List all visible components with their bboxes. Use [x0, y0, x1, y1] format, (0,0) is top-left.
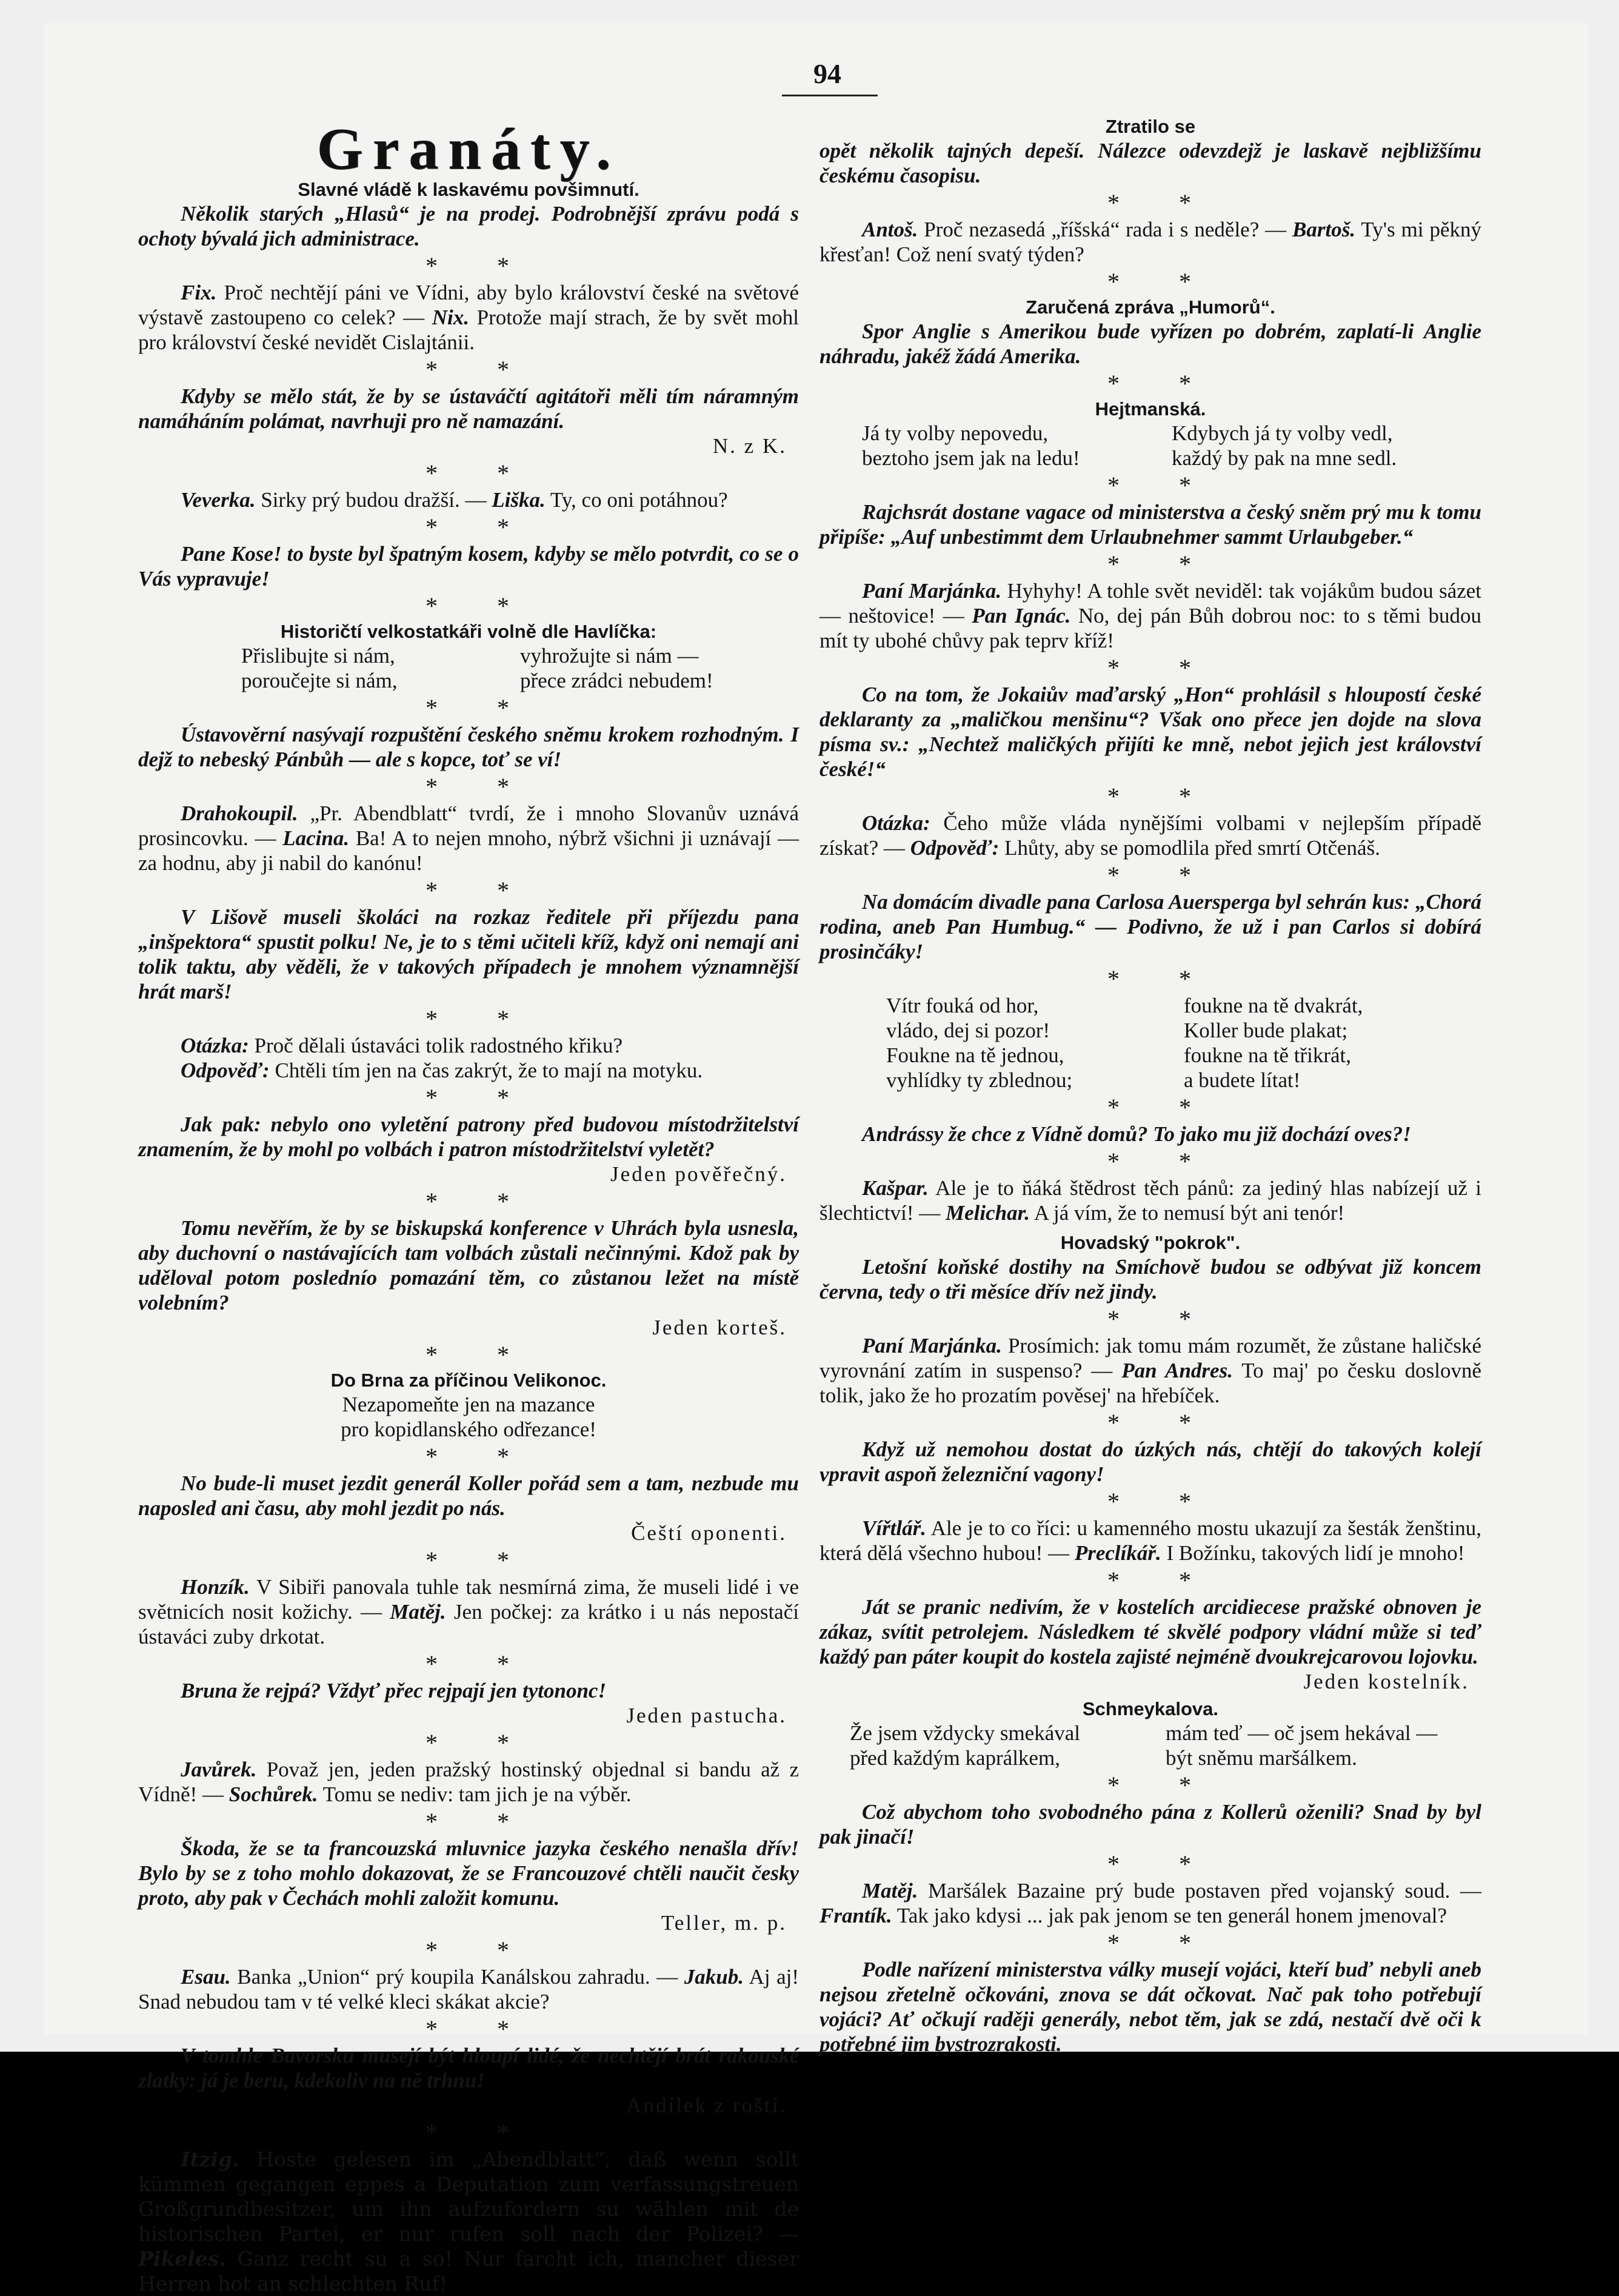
verse-line: a budete lítat!: [1184, 1068, 1301, 1092]
paragraph: Několik starých „Hlasů“ je na prodej. Podrobnější zprávu podá s ochoty bývalá jich administrace.: [138, 202, 799, 250]
asterism-separator: * *: [1107, 1148, 1218, 1175]
page-number: 94: [813, 58, 841, 89]
dialogue: [138, 280, 799, 355]
asterism-separator: * *: [1107, 862, 1218, 889]
asterism-separator: * *: [426, 252, 536, 279]
signature: N. z K.: [712, 434, 787, 458]
signature: Teller, m. p.: [661, 1911, 787, 1935]
verse-line: Nezapomeňte jen na mazance: [342, 1393, 595, 1416]
answer-text: Chtěli tím jen na čas zakrýt, že to mají na motyku.: [275, 1059, 703, 1082]
speaker: Jakub.: [684, 1965, 744, 1989]
verse-line: vyhrožujte si nám —: [520, 644, 699, 668]
asterism-separator: * *: [1107, 1567, 1218, 1594]
speaker: Vířtlář.: [862, 1516, 927, 1540]
speaker: Frantík.: [820, 1904, 892, 1927]
asterism-separator: * *: [1107, 189, 1218, 216]
dialogue: [138, 1575, 799, 1649]
asterism-separator: * *: [426, 1005, 536, 1033]
dialogue-text: Sirky prý budou dražší. —: [261, 488, 487, 512]
verse-line: Vítr fouká od hor,: [886, 994, 1039, 1017]
asterism-separator: * *: [426, 1808, 536, 1835]
paragraph: Ústavověrní nasývají rozpuštění českého sněmu krokem rozhodným. I dejž to nebeský Pánbůh — ale s kopce, toť se ví!: [138, 723, 799, 771]
speaker: Liška.: [492, 488, 546, 512]
verse: [820, 421, 1481, 470]
paragraph: Spor Anglie s Amerikou bude vyřízen po dobrém, zaplatí-li Anglie náhradu, jakéž žádá Amerika.: [820, 320, 1481, 368]
speaker: Nix.: [432, 306, 469, 329]
verse-line: Přislibujte si nám,: [241, 644, 395, 668]
dialogue-text: Považ jen, jeden pražský hostinský objednal si bandu až z Vídně! —: [138, 1758, 799, 1806]
asterism-separator: * *: [1107, 370, 1218, 397]
question-text: Proč dělali ústaváci tolik radostného křiku?: [254, 1034, 623, 1057]
asterism-separator: * *: [426, 773, 536, 800]
verse-line: vládo, dej si pozor!: [886, 1019, 1050, 1042]
dialogue-text: Ale je to ňáká štědrost těch pánů: za jediný hlas nabízejí už i šlechtictví! —: [820, 1176, 1481, 1225]
asterism-separator: * *: [426, 1084, 536, 1111]
verse-line: Že jsem vždycky smekával: [850, 1721, 1081, 1745]
asterism-separator: * *: [1107, 551, 1218, 578]
answer-text: Lhůty, aby se pomodlila před smrtí Otčenáš.: [1004, 836, 1380, 860]
signature: Jeden pastucha.: [626, 1704, 787, 1727]
speaker: Javůrek.: [181, 1758, 257, 1781]
speaker: Honzík.: [181, 1575, 250, 1599]
dialogue: [138, 487, 799, 512]
asterism-separator: * *: [1107, 965, 1218, 992]
signature: Jeden kostelník.: [1303, 1670, 1469, 1693]
paragraph: Když už nemohou dostat do úzkých nás, chtějí do takových kolejí vpravit aspoň železniční vagony!: [820, 1438, 1481, 1486]
asterism-separator: * *: [426, 1341, 536, 1368]
paragraph: Letošní koňské dostihy na Smíchově budou se odbývat již koncem června, tedy o tři měsíce dřív než jindy.: [820, 1255, 1481, 1304]
verse-line: beztoho jsem jak na ledu!: [862, 446, 1080, 470]
dialogue-text: Aj aj! Snad nebudou tam v té velké kleci skákat akcie?: [138, 1965, 799, 2013]
verse: [138, 643, 799, 693]
speaker: Pikeles.: [138, 2247, 226, 2271]
page-number-rule: [782, 95, 878, 96]
dialogue: [820, 578, 1481, 653]
heading: Hejtmanská.: [1095, 398, 1206, 420]
asterism-separator: * *: [426, 460, 536, 487]
dialogue-text: Jen počkej: za krátko i u nás nepostačí ústaváci zuby drkotat.: [138, 1600, 799, 1648]
asterism-separator: * *: [1107, 268, 1218, 295]
paragraph: Což abychom toho svobodného pána z Kollerů oženili? Snad by byl pak jinačí!: [820, 1800, 1481, 1849]
verse-line: Foukne na tě jednou,: [886, 1043, 1064, 1067]
speaker: Kašpar.: [862, 1176, 929, 1200]
verse-line: pro kopidlanského odřezance!: [341, 1417, 596, 1441]
paragraph: Bruna že rejpá? Vždyť přec rejpají jen tytononc!: [181, 1679, 607, 1702]
question: [138, 1033, 799, 1058]
heading: Historičtí velkostatkáři volně dle Havlíčka:: [280, 621, 657, 642]
dialogue-text: Proč nezasedá „říšská“ rada i s neděle? —: [924, 218, 1287, 241]
asterism-separator: * *: [1107, 1772, 1218, 1799]
verse-line: každý by pak na mne sedl.: [1172, 446, 1397, 470]
signature: Jeden korteš.: [652, 1316, 787, 1339]
verse-line: poroučejte si nám,: [241, 669, 398, 692]
paragraph: Kdyby se mělo stát, že by se ústaváčtí agitátoři měli tím náramným namáháním polámat, navrhuji pro ně namazání.: [138, 384, 799, 433]
dialogue: [820, 1878, 1481, 1928]
dialogue-text: Ganz recht su a so! Nur farcht ich, mancher dieser Herren hot an schlechten Ruf!: [138, 2247, 799, 2295]
asterism-separator: * *: [1107, 1094, 1218, 1121]
left-column: [138, 115, 799, 2296]
asterism-separator: * *: [426, 1936, 536, 1964]
dialogue: [138, 1757, 799, 1807]
label: Otázka:: [862, 811, 930, 835]
dialogue-text: Ty's mi pěkný křesťan! Což není svatý týden?: [820, 218, 1481, 266]
speaker: Matěj.: [862, 1879, 918, 1903]
signature: Andílek z roští.: [626, 2094, 787, 2117]
dialogue: [138, 801, 799, 875]
asterism-separator: * *: [1107, 783, 1218, 810]
dialogue: [138, 1964, 799, 2014]
paragraph: Jak pak: nebylo ono vyletění patrony před budovou místodržitelství znamením, že by mohl po volbách i patron místodržitelství vyletět?: [138, 1113, 799, 1161]
paragraph: No bude-li muset jezdit generál Koller pořád sem a tam, nezbude mu naposled ani času, aby mohl jezdit po nás.: [138, 1471, 799, 1520]
paragraph: Ját se pranic nedivím, že v kostelích arcidiecese pražské obnoven je zákaz, svítit petrolejem. Následkem té skvělé podpory vládní může si teď každý pan páter koupit do kostela zajisté nejméně dvoukrejcarovou lojovku.: [820, 1595, 1481, 1668]
asterism-separator: * *: [1107, 1409, 1218, 1436]
speaker: Preclíkář.: [1074, 1541, 1161, 1565]
speaker: Fix.: [181, 281, 217, 304]
heading: Schmeykalova.: [1082, 1698, 1219, 1719]
asterism-separator: * *: [426, 1188, 536, 1215]
dialogue-text: Prosímich: jak tomu mám rozumět, že zůstane haličské vyrovnání zatím in suspenso? —: [820, 1334, 1482, 1382]
speaker: Sochůrek.: [229, 1782, 318, 1806]
speaker: Drahokoupil.: [181, 802, 298, 825]
paragraph: Co na tom, že Jokaiův maďarský „Hon“ prohlásil s hloupostí české deklaranty za „maličkou menšinu“? Však ono přece jen dojde na slova písma sv.: „Nechtež maličkých přijíti ke mně, nebot jejich jest království české!“: [820, 683, 1481, 781]
verse-line: přece zrádci nebudem!: [520, 669, 713, 692]
verse-line: foukne na tě dvakrát,: [1184, 994, 1363, 1017]
verse-line: foukne na tě třikrát,: [1184, 1043, 1352, 1067]
page-title: Granáty.: [316, 116, 621, 182]
label: Otázka:: [181, 1034, 249, 1057]
verse-line: Kdybych já ty volby vedl,: [1172, 421, 1393, 445]
right-column: [820, 115, 1481, 2057]
paragraph: V Lišově museli školáci na rozkaz ředitele při příjezdu pana „inšpektora“ spustit polku! Ne, je to s těmi učiteli kříž, když oni nemají ani tolik taktu, aby věděli, že v takových případech je mnohem významnější hrát marš!: [138, 905, 799, 1003]
asterism-separator: * *: [1107, 1488, 1218, 1515]
paragraph: Podle nařízení ministerstva války musejí vojáci, kteří buď nebyli aneb nejsou zřetelně očkováni, znova se dát očkovat. Nač pak toho potřebují vojáci? Ať očkují raději generály, nebot těm, jak se zdá, nestačí dvě oči k potřebné jim bystrozrakosti.: [820, 1958, 1481, 2056]
paragraph: V tomhle Bavorsku musejí být hloupí lidé, že nechtějí brát rakouské zlatky: já je beru, kdekoliv na ně trhnu!: [138, 2044, 799, 2092]
asterism-separator: * *: [426, 1547, 536, 1574]
label: Odpověď:: [910, 836, 1000, 860]
asterism-separator: * *: [426, 2119, 536, 2146]
dialogue: [820, 1516, 1481, 1565]
speaker: Antoš.: [862, 218, 918, 241]
dialogue-text: V Sibiři panovala tuhle tak nesmírná zima, že museli lidé i ve světnicích nosit kožichy. —: [138, 1575, 799, 1624]
asterism-separator: * *: [426, 592, 536, 620]
heading: Do Brna za příčinou Velikonoc.: [330, 1370, 607, 1391]
speaker: Esau.: [181, 1965, 231, 1989]
asterism-separator: * *: [426, 356, 536, 383]
dialogue-text: I Božínku, takových lidí je mnoho!: [1166, 1541, 1465, 1565]
dialogue-text: Ale je to co říci: u kamenného mostu ukazují za šesták ženštinu, která dělá všechno hubou! —: [820, 1516, 1481, 1565]
signature: Čeští oponenti.: [631, 1521, 787, 1545]
asterism-separator: * *: [1107, 472, 1218, 499]
paragraph: Rajchsrát dostane vagace od ministerstva a český sněm prý mu k tomu připíše: „Auf unbestimmt dem Urlaubnehmer sammt Urlaubgeber.“: [820, 500, 1481, 549]
paragraph: Andrássy že chce z Vídně domů? To jako mu již dochází oves?!: [862, 1122, 1411, 1146]
paragraph: Pane Kose! to byste byl špatným kosem, kdyby se mělo potvrdit, co se o Vás vypravuje!: [138, 542, 799, 591]
dialogue-text: Hyhyhy! A tohle svět neviděl: tak vojákům budou sázet — neštovice! —: [820, 579, 1482, 628]
dialogue-text: Banka „Union“ prý koupila Kanálskou zahradu. —: [237, 1965, 678, 1989]
speaker: Veverka.: [181, 488, 256, 512]
verse: [820, 993, 1481, 1093]
dialogue: [820, 1333, 1481, 1408]
verse-line: před každým kaprálkem,: [850, 1746, 1060, 1770]
dialogue-text: Tomu se nediv: tam jich je na výběr.: [322, 1782, 632, 1806]
speaker: Paní Marjánka.: [862, 579, 1002, 603]
asterism-separator: * *: [1107, 654, 1218, 681]
dialogue: [138, 2147, 799, 2296]
verse-line: být sněmu maršálkem.: [1166, 1746, 1357, 1770]
heading: Slavné vládě k laskavému povšimnutí.: [298, 179, 639, 200]
asterism-separator: * *: [426, 2015, 536, 2043]
asterism-separator: * *: [426, 694, 536, 721]
paragraph: opět několik tajných depeší. Nálezce odevzdejž je laskavě nejbližšímu českému časopisu.: [820, 139, 1481, 187]
speaker: Matěj.: [390, 1600, 446, 1624]
speaker: Melichar.: [946, 1201, 1030, 1225]
speaker: Lacina.: [282, 826, 350, 850]
asterism-separator: * *: [1107, 1850, 1218, 1878]
answer: [138, 1058, 799, 1083]
dialogue-text: Proč nechtějí páni ve Vídni, aby bylo království české na světové výstavě zastoupeno co celek? —: [138, 281, 799, 329]
speaker: Pan Ignác.: [972, 604, 1071, 628]
question-answer: [820, 811, 1481, 860]
dialogue: [820, 1176, 1481, 1225]
heading: Zaručená zpráva „Humorů“.: [1026, 296, 1275, 318]
speaker: Paní Marjánka.: [862, 1334, 1002, 1357]
dialogue-text: Hoste gelesen im „Abendblatt“, daß wenn sollt kümmen gegangen eppes a Deputation zum verfassungstreuen Großgrundbesitzer, um ihn aufzufordern su wählen mit de historischen Partei, er nur rufen soll nach der Polizei? —: [138, 2147, 799, 2246]
signature: Jeden pověřečný.: [610, 1162, 787, 1186]
verse-line: vyhlídky ty zblednou;: [886, 1068, 1073, 1092]
question-text: Čeho může vláda nynějšími volbami v nejlepším případě získat? —: [820, 811, 1482, 860]
verse: [820, 1721, 1481, 1770]
dialogue: [820, 217, 1481, 267]
dialogue-text: Protože mají strach, že by svět mohl pro království české nevidět Cislajtánii.: [138, 306, 799, 354]
dialogue-text: No, dej pán Bůh dobrou noc: to s těmi budou mít ty ubohé chůvy pak teprv kříž!: [820, 604, 1482, 652]
verse-line: Koller bude plakat;: [1184, 1019, 1348, 1042]
speaker: Pan Andres.: [1121, 1359, 1233, 1382]
heading: Ztratilo se: [1105, 116, 1196, 137]
dialogue-text: A já vím, že to nemusí být ani tenór!: [1033, 1201, 1345, 1225]
asterism-separator: * *: [426, 514, 536, 541]
paragraph: Na domácím divadle pana Carlosa Auersperga byl sehrán kus: „Chorá rodina, aneb Pan Humbug.“ — Podivno, že už i pan Carlos si dobírá prosinčáky!: [820, 890, 1481, 963]
dialogue-text: Maršálek Bazaine prý bude postaven před vojanský soud. —: [927, 1879, 1481, 1903]
dialogue-text: Ba! A to nejen mnoho, nýbrž všichni ji uznávají — za hodnu, aby ji nabil do kanónu!: [138, 826, 799, 875]
paragraph: Škoda, že se ta francouzská mluvnice jazyka českého nenašla dřív! Bylo by se z toho mohlo dokazovat, že se Francouzové chtěli naučit česky proto, aby pak v Čechách mohli založit komunu.: [138, 1836, 799, 1910]
asterism-separator: * *: [426, 1650, 536, 1678]
verse-line: mám teď — oč jsem hekával —: [1166, 1721, 1438, 1745]
label: Odpověď:: [181, 1059, 270, 1082]
speaker: Itzig.: [181, 2147, 239, 2171]
asterism-separator: * *: [426, 1443, 536, 1470]
heading: Hovadský "pokrok".: [1060, 1232, 1241, 1253]
dialogue-text: To maj' po česku doslovně tolik, jako že ho prozatím pověsej' na hřebíček.: [820, 1359, 1481, 1407]
dialogue-text: Tak jako kdysi ... jak pak jenom se ten generál honem jmenoval?: [896, 1904, 1447, 1927]
asterism-separator: * *: [1107, 1929, 1218, 1956]
dialogue-text: Ty, co oni potáhnou?: [550, 488, 728, 512]
asterism-separator: * *: [426, 877, 536, 904]
asterism-separator: * *: [1107, 1305, 1218, 1333]
dialogue-text: „Pr. Abendblatt“ tvrdí, že i mnoho Slovanův uznává prosincovku. —: [138, 802, 799, 850]
asterism-separator: * *: [426, 1729, 536, 1756]
speaker: Bartoš.: [1292, 218, 1356, 241]
verse-line: Já ty volby nepovedu,: [862, 421, 1049, 445]
paragraph: Tomu nevěřím, že by se biskupská konference v Uhrách byla usnesla, aby duchovní o nastávajících tam volbách zůstali nečinnými. Kdož pak by uděloval potom poslednío pomazání těm, co zůstanou ležet na místě volebním?: [138, 1216, 799, 1314]
